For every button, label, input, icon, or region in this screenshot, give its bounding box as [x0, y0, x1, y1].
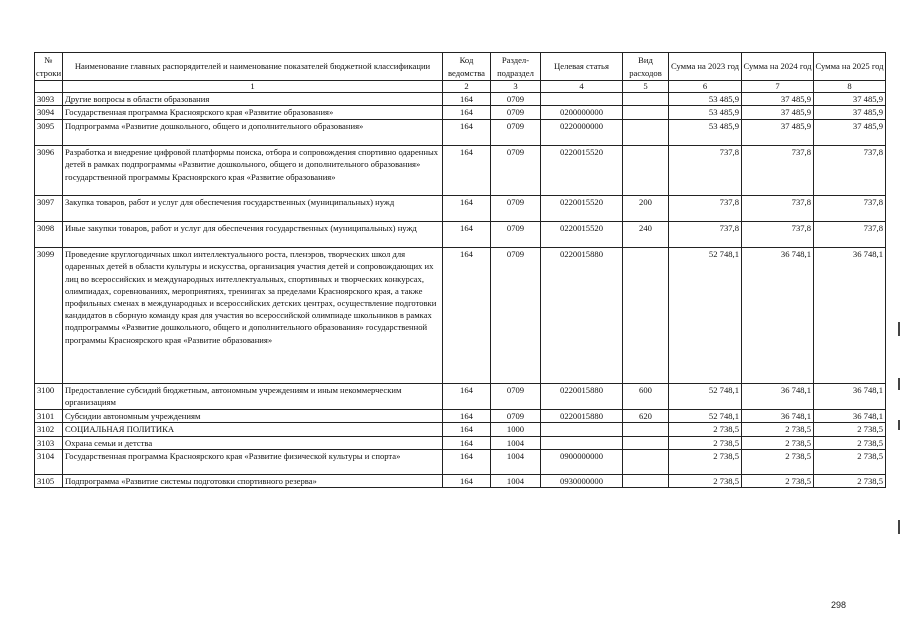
table-row: [35, 196, 886, 222]
table-row: [35, 106, 886, 120]
row-expense-type: 620: [623, 410, 669, 423]
column-number: 3: [491, 81, 541, 93]
row-number: 3102: [35, 423, 63, 436]
row-number: 3096: [35, 146, 63, 196]
column-number-row: [35, 81, 886, 93]
row-section: 0709: [491, 106, 541, 120]
row-sum-2024: 2 738,5: [742, 423, 814, 436]
row-sum-2023: 52 748,1: [669, 248, 742, 384]
row-sum-2023: 53 485,9: [669, 120, 742, 146]
row-name: Охрана семьи и детства: [63, 436, 443, 449]
row-sum-2025: 2 738,5: [814, 423, 886, 436]
row-number: 3101: [35, 410, 63, 423]
row-name: Иные закупки товаров, работ и услуг для обеспечения государственных (муниципальных) нужд: [63, 222, 443, 248]
row-number: 3094: [35, 106, 63, 120]
row-target-item: 0220000000: [541, 120, 623, 146]
table-row: [35, 436, 886, 449]
header-section: Раздел-подраздел: [491, 53, 541, 81]
row-expense-type: 200: [623, 196, 669, 222]
row-department-code: 164: [443, 449, 491, 474]
row-number: 3104: [35, 449, 63, 474]
scan-mark: [898, 322, 900, 336]
row-number: 3098: [35, 222, 63, 248]
row-department-code: 164: [443, 474, 491, 487]
row-number: 3103: [35, 436, 63, 449]
row-sum-2025: 37 485,9: [814, 106, 886, 120]
row-section: 0709: [491, 196, 541, 222]
row-name: Субсидии автономным учреждениям: [63, 410, 443, 423]
header-target-item: Целевая статья: [541, 53, 623, 81]
table-row: [35, 410, 886, 423]
header-sum-2023: Сумма на 2023 год: [669, 53, 742, 81]
row-name: Проведение круглогодичных школ интеллектуального роста, пленэров, творческих школ для одаренных детей в области культуры и искусства, организация участия детей и сопровождающих их лиц во всероссийских и международных интеллектуальных, спортивных и творческих конкурсах, олимпиадах, соревнованиях, мероприятиях, тренингах за пределами Красноярского края, а также профильных сменах в международных и всероссийских детских центрах, осуществление подготовки кандидатов в сборную команду края для участия во всероссийской олимпиаде школьников в рамках подпрограммы «Развитие дошкольного, общего и дополнительного образования» государственной программы Красноярского края «Развитие образования»: [63, 248, 443, 384]
row-target-item: 0220015520: [541, 146, 623, 196]
row-sum-2023: 53 485,9: [669, 106, 742, 120]
row-department-code: 164: [443, 146, 491, 196]
header-row-number: № строки: [35, 53, 63, 81]
row-sum-2025: 2 738,5: [814, 436, 886, 449]
row-expense-type: [623, 120, 669, 146]
row-target-item: 0930000000: [541, 474, 623, 487]
row-sum-2025: 737,8: [814, 222, 886, 248]
row-department-code: 164: [443, 384, 491, 410]
row-name: СОЦИАЛЬНАЯ ПОЛИТИКА: [63, 423, 443, 436]
row-expense-type: 600: [623, 384, 669, 410]
header-expense-type: Вид расходов: [623, 53, 669, 81]
row-expense-type: 240: [623, 222, 669, 248]
row-sum-2023: 737,8: [669, 146, 742, 196]
row-department-code: 164: [443, 120, 491, 146]
row-sum-2024: 36 748,1: [742, 248, 814, 384]
table-row: [35, 449, 886, 474]
row-sum-2023: 2 738,5: [669, 423, 742, 436]
table-row: [35, 384, 886, 410]
row-sum-2025: 37 485,9: [814, 120, 886, 146]
scan-mark: [898, 520, 900, 534]
row-section: 0709: [491, 146, 541, 196]
table-row: [35, 120, 886, 146]
row-sum-2023: 52 748,1: [669, 384, 742, 410]
row-section: 1004: [491, 436, 541, 449]
row-sum-2025: 737,8: [814, 196, 886, 222]
row-sum-2024: 2 738,5: [742, 449, 814, 474]
column-number: [35, 81, 63, 93]
row-expense-type: [623, 248, 669, 384]
header-sum-2025: Сумма на 2025 год: [814, 53, 886, 81]
table-row: [35, 222, 886, 248]
row-sum-2024: 2 738,5: [742, 474, 814, 487]
row-expense-type: [623, 106, 669, 120]
row-sum-2024: 737,8: [742, 222, 814, 248]
row-target-item: 0900000000: [541, 449, 623, 474]
row-expense-type: [623, 93, 669, 106]
row-section: 1000: [491, 423, 541, 436]
row-sum-2025: 36 748,1: [814, 248, 886, 384]
row-name: Предоставление субсидий бюджетным, автономным учреждениям и иным некоммерческим организациям: [63, 384, 443, 410]
row-section: 0709: [491, 248, 541, 384]
header-name: Наименование главных распорядителей и наименование показателей бюджетной классификации: [63, 53, 443, 81]
row-sum-2024: 2 738,5: [742, 436, 814, 449]
column-number: 1: [63, 81, 443, 93]
row-name: Другие вопросы в области образования: [63, 93, 443, 106]
row-sum-2023: 737,8: [669, 196, 742, 222]
row-name: Подпрограмма «Развитие дошкольного, общего и дополнительного образования»: [63, 120, 443, 146]
column-number: 8: [814, 81, 886, 93]
column-number: 6: [669, 81, 742, 93]
row-sum-2023: 52 748,1: [669, 410, 742, 423]
row-sum-2025: 2 738,5: [814, 474, 886, 487]
row-target-item: 0220015880: [541, 410, 623, 423]
row-sum-2025: 37 485,9: [814, 93, 886, 106]
header-department-code: Код ведомства: [443, 53, 491, 81]
row-department-code: 164: [443, 423, 491, 436]
column-number: 7: [742, 81, 814, 93]
row-number: 3105: [35, 474, 63, 487]
row-name: Государственная программа Красноярского края «Развитие физической культуры и спорта»: [63, 449, 443, 474]
header-sum-2024: Сумма на 2024 год: [742, 53, 814, 81]
row-target-item: [541, 436, 623, 449]
row-sum-2025: 737,8: [814, 146, 886, 196]
row-section: 1004: [491, 449, 541, 474]
row-expense-type: [623, 146, 669, 196]
row-sum-2025: 2 738,5: [814, 449, 886, 474]
row-department-code: 164: [443, 106, 491, 120]
table-body: [35, 93, 886, 488]
table-row: [35, 146, 886, 196]
row-sum-2023: 2 738,5: [669, 436, 742, 449]
row-section: 0709: [491, 120, 541, 146]
row-department-code: 164: [443, 222, 491, 248]
column-number: 5: [623, 81, 669, 93]
row-name: Государственная программа Красноярского края «Развитие образования»: [63, 106, 443, 120]
row-sum-2024: 37 485,9: [742, 93, 814, 106]
column-number: 2: [443, 81, 491, 93]
row-sum-2023: 53 485,9: [669, 93, 742, 106]
row-department-code: 164: [443, 410, 491, 423]
row-sum-2024: 737,8: [742, 196, 814, 222]
table-row: [35, 474, 886, 487]
row-sum-2025: 36 748,1: [814, 384, 886, 410]
row-sum-2024: 737,8: [742, 146, 814, 196]
row-target-item: [541, 93, 623, 106]
row-number: 3100: [35, 384, 63, 410]
row-expense-type: [623, 449, 669, 474]
row-expense-type: [623, 474, 669, 487]
row-target-item: [541, 423, 623, 436]
row-department-code: 164: [443, 436, 491, 449]
page-number: 298: [831, 600, 847, 610]
row-target-item: 0220015520: [541, 196, 623, 222]
row-number: 3093: [35, 93, 63, 106]
table-row: [35, 248, 886, 384]
row-sum-2023: 2 738,5: [669, 474, 742, 487]
budget-table: [34, 52, 886, 488]
row-expense-type: [623, 436, 669, 449]
row-target-item: 0220015520: [541, 222, 623, 248]
header-row: [35, 53, 886, 81]
row-sum-2023: 737,8: [669, 222, 742, 248]
row-sum-2023: 2 738,5: [669, 449, 742, 474]
table-row: [35, 93, 886, 106]
row-sum-2025: 36 748,1: [814, 410, 886, 423]
scan-edge-marks: [898, 0, 902, 638]
row-name: Подпрограмма «Развитие системы подготовки спортивного резерва»: [63, 474, 443, 487]
row-number: 3095: [35, 120, 63, 146]
row-department-code: 164: [443, 196, 491, 222]
row-sum-2024: 37 485,9: [742, 106, 814, 120]
row-department-code: 164: [443, 248, 491, 384]
row-sum-2024: 36 748,1: [742, 384, 814, 410]
scan-mark: [898, 378, 900, 390]
scan-mark: [898, 420, 900, 430]
row-section: 0709: [491, 222, 541, 248]
row-target-item: 0200000000: [541, 106, 623, 120]
row-number: 3099: [35, 248, 63, 384]
row-number: 3097: [35, 196, 63, 222]
row-sum-2024: 36 748,1: [742, 410, 814, 423]
row-target-item: 0220015880: [541, 248, 623, 384]
row-department-code: 164: [443, 93, 491, 106]
row-expense-type: [623, 423, 669, 436]
column-number: 4: [541, 81, 623, 93]
table-row: [35, 423, 886, 436]
row-name: Разработка и внедрение цифровой платформы поиска, отбора и сопровождения спортивно одаренных детей в рамках подпрограммы «Развитие дошкольного, общего и дополнительного образования» государственной программы Красноярского края «Развитие образования»: [63, 146, 443, 196]
row-section: 0709: [491, 410, 541, 423]
row-section: 0709: [491, 384, 541, 410]
row-name: Закупка товаров, работ и услуг для обеспечения государственных (муниципальных) нужд: [63, 196, 443, 222]
row-section: 0709: [491, 93, 541, 106]
row-sum-2024: 37 485,9: [742, 120, 814, 146]
row-section: 1004: [491, 474, 541, 487]
row-target-item: 0220015880: [541, 384, 623, 410]
